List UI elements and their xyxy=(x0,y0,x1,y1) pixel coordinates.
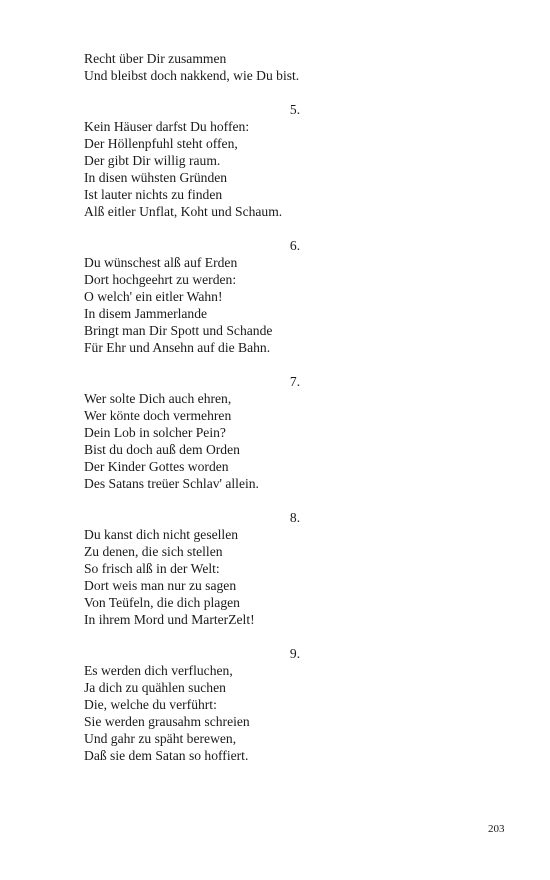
verse-line: In ihrem Mord und MarterZelt! xyxy=(84,612,255,627)
verse-line: Die, welche du verführt: xyxy=(84,697,217,712)
verse-line: Daß sie dem Satan so hoffiert. xyxy=(84,748,249,763)
page-number: 203 xyxy=(488,823,505,835)
stanza-7 xyxy=(84,373,414,492)
verse-line: In disem Jammerlande xyxy=(84,306,208,321)
poem-text xyxy=(84,50,414,781)
verse-line: Bist du doch auß dem Orden xyxy=(84,442,240,457)
verse-line: Es werden dich verfluchen, xyxy=(84,663,233,678)
stanza-5 xyxy=(84,101,414,220)
stanza-number: 9. xyxy=(289,646,301,661)
verse-line: Alß eitler Unflat, Koht und Schaum. xyxy=(84,204,283,219)
verse-line: Von Teüfeln, die dich plagen xyxy=(84,595,240,610)
stanza-number: 5. xyxy=(289,102,301,117)
verse-line: Der Kinder Gottes worden xyxy=(84,459,229,474)
verse-line: Dort hochgeehrt zu werden: xyxy=(84,272,237,287)
verse-line: Zu denen, die sich stellen xyxy=(84,544,223,559)
verse-line: Dein Lob in solcher Pein? xyxy=(84,425,226,440)
stanza-9 xyxy=(84,645,414,764)
verse-line: Ja dich zu quählen suchen xyxy=(84,680,226,695)
stanza-number: 7. xyxy=(289,374,301,389)
verse-line: Du wünschest alß auf Erden xyxy=(84,255,238,270)
stanza-number: 8. xyxy=(289,510,301,525)
verse-line: Dort weis man nur zu sagen xyxy=(84,578,237,593)
stanza-number: 6. xyxy=(289,238,301,253)
verse-line: Ist lauter nichts zu finden xyxy=(84,187,223,202)
stanza-8 xyxy=(84,509,414,628)
verse-line: So frisch alß in der Welt: xyxy=(84,561,220,576)
verse-line: Recht über Dir zusammen xyxy=(84,51,227,66)
verse-line: Bringt man Dir Spott und Schande xyxy=(84,323,273,338)
stanza-continued xyxy=(84,50,414,84)
verse-line: Für Ehr und Ansehn auf die Bahn. xyxy=(84,340,271,355)
verse-line: In disen wühsten Gründen xyxy=(84,170,228,185)
verse-line: O welch' ein eitler Wahn! xyxy=(84,289,223,304)
verse-line: Du kanst dich nicht gesellen xyxy=(84,527,239,542)
verse-line: Der gibt Dir willig raum. xyxy=(84,153,221,168)
stanza-6 xyxy=(84,237,414,356)
verse-line: Sie werden grausahm schreien xyxy=(84,714,250,729)
verse-line: Wer solte Dich auch ehren, xyxy=(84,391,232,406)
verse-line: Und gahr zu späht berewen, xyxy=(84,731,237,746)
verse-line: Kein Häuser darfst Du hoffen: xyxy=(84,119,250,134)
verse-line: Wer könte doch vermehren xyxy=(84,408,232,423)
verse-line: Der Höllenpfuhl steht offen, xyxy=(84,136,238,151)
verse-line: Und bleibst doch nakkend, wie Du bist. xyxy=(84,68,300,83)
verse-line: Des Satans treüer Schlav' allein. xyxy=(84,476,259,491)
